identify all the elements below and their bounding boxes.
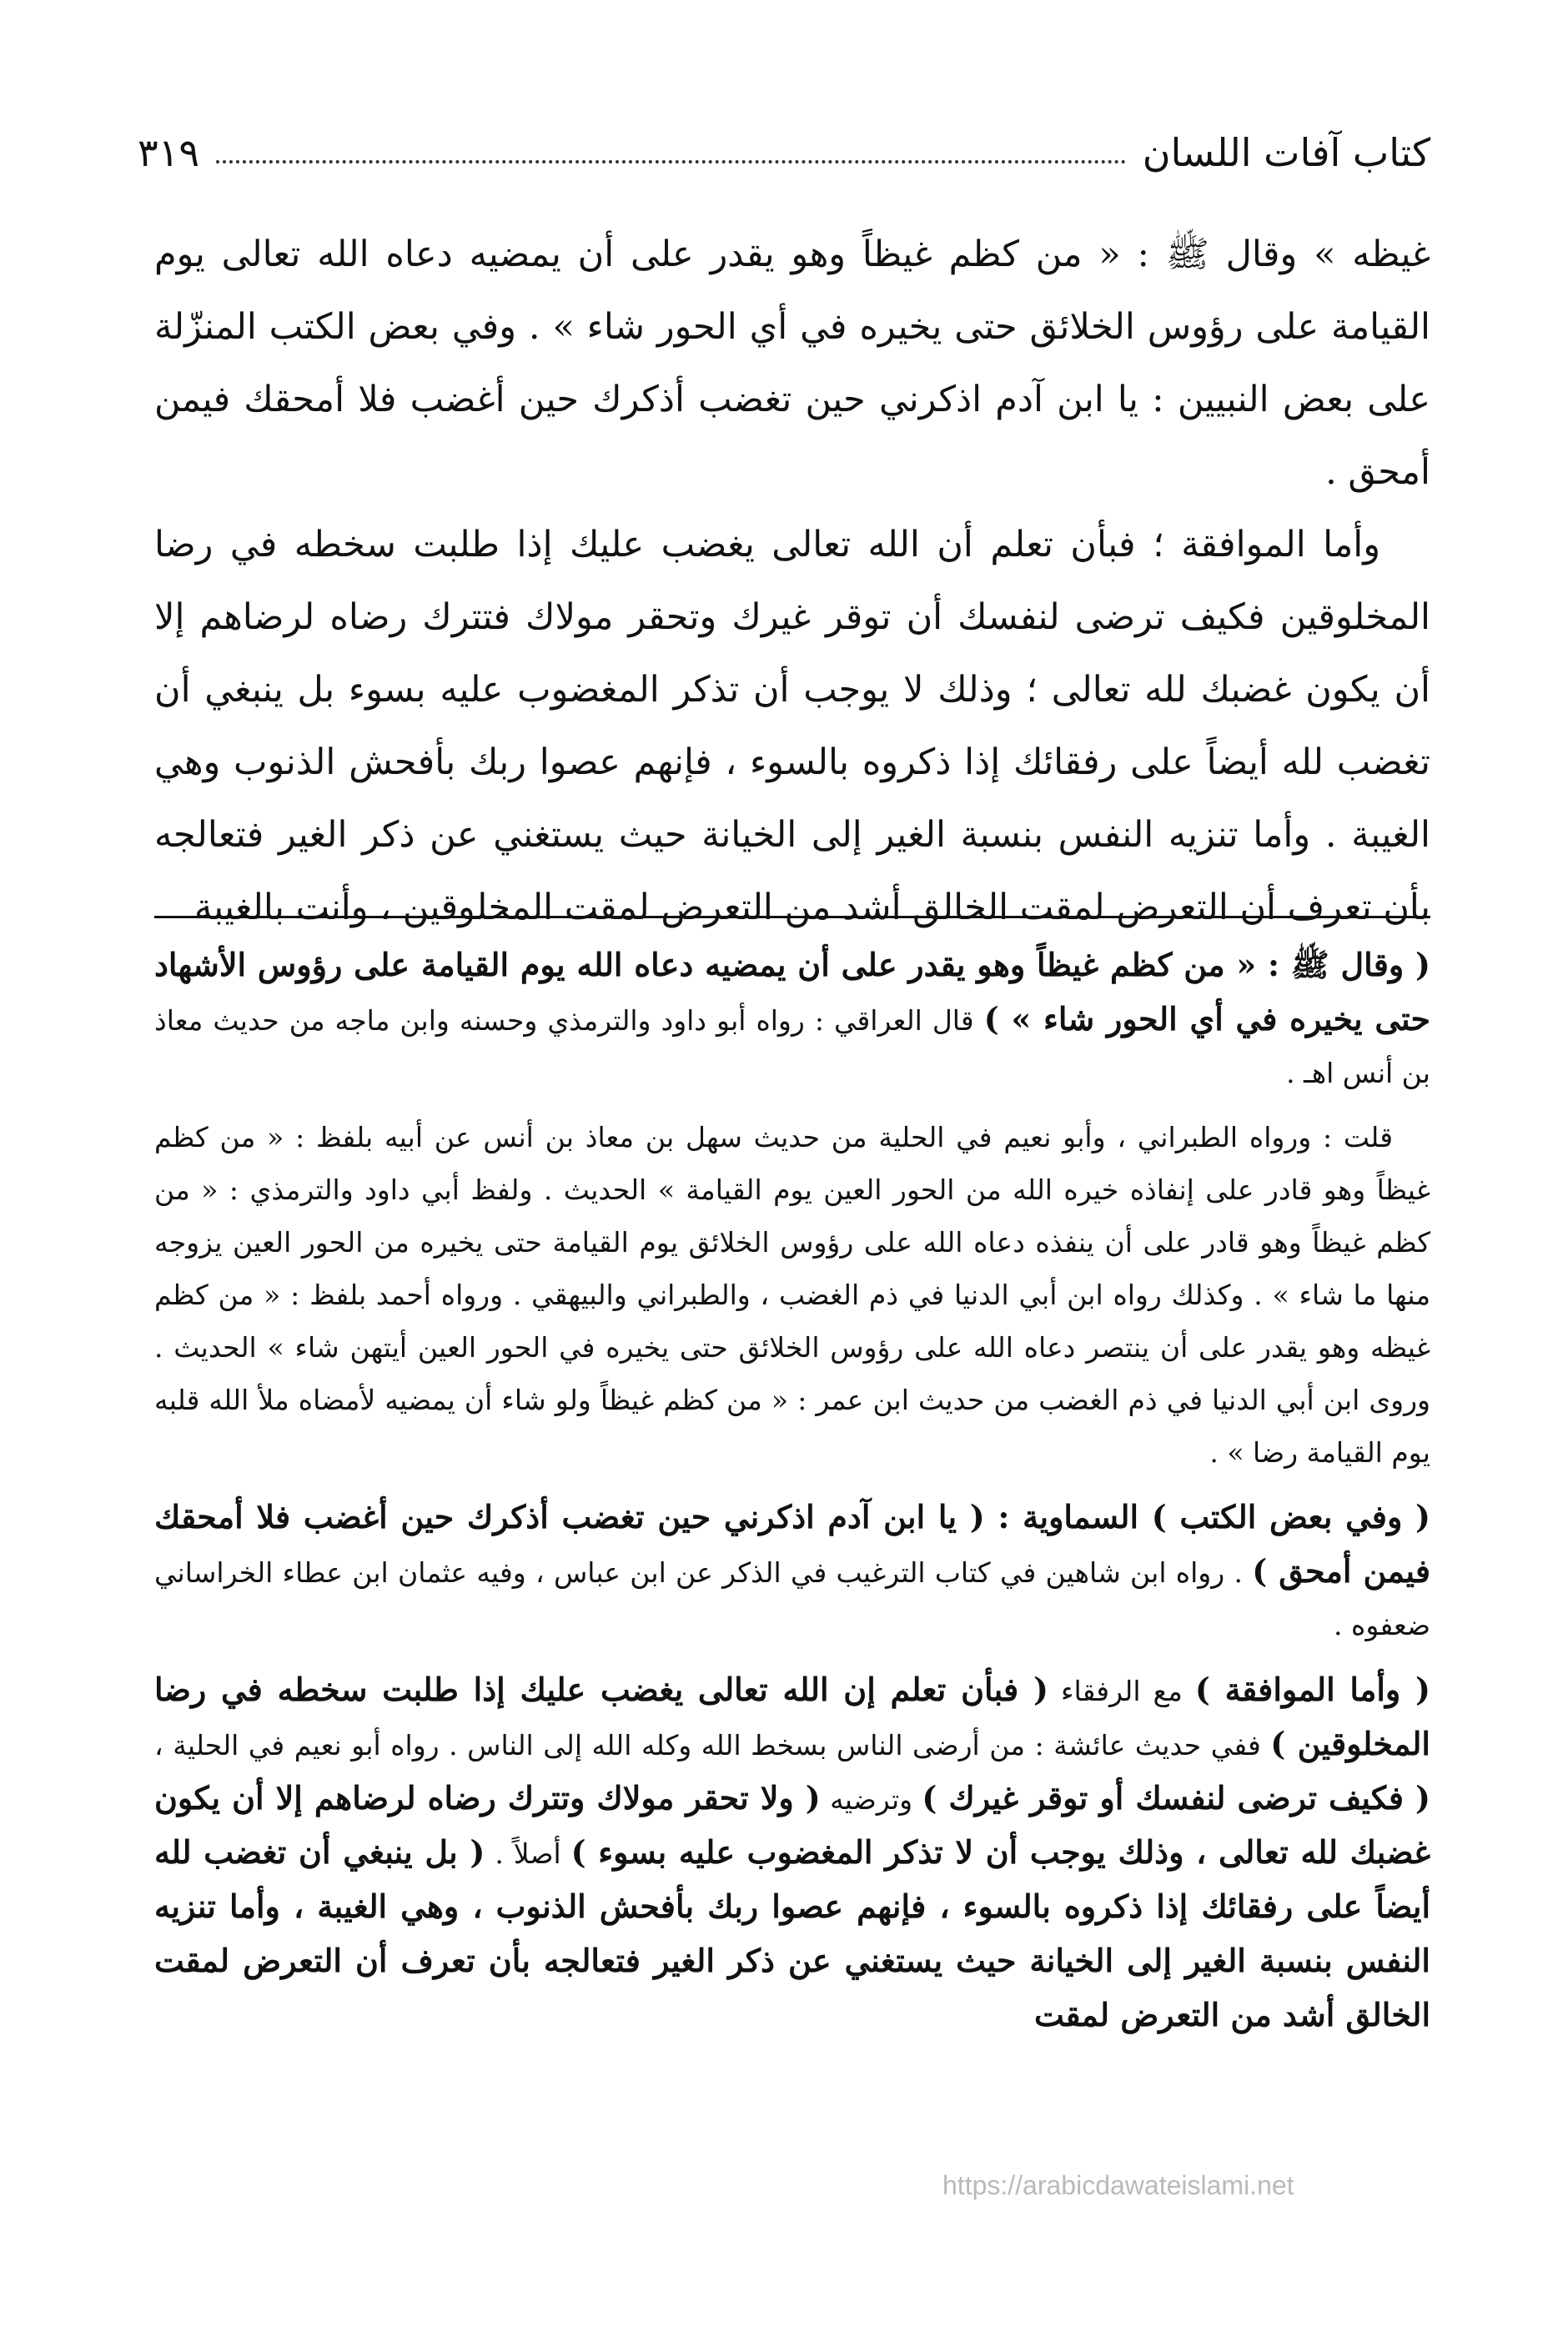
commentary-text: قلت : ورواه الطبراني ، وأبو نعيم في الحلية من حديث سهل بن معاذ بن أنس عن أبيه بلفظ : « من كظم غيظاً وهو قادر على إنفاذه خيره الله من الحور العين يوم القيامة » الحديث . ولفظ أبي داود والترمذي : « من كظم غيظاً وهو قادر على أن ينفذه دعاه الله على رؤوس الخلائق يوم القيامة حتى يخيره من الحور العين يزوجه منها ما شاء » . وكذلك رواه ابن أبي الدنيا في ذم الغضب ، والطبراني والبيهقي . ورواه أحمد بلفظ : « من كظم غيظه وهو يقدر على أن ينتصر دعاه الله على رؤوس الخلائق حتى يخيره في الحور العين أيتهن شاء » الحديث . وروى ابن أبي الدنيا في ذم الغضب من حديث ابن عمر : « من كظم غيظاً ولو شاء أن يمضيه لأمضاه ملأ الله قلبه يوم القيامة رضا » . bbox=[154, 1121, 1430, 1469]
quoted-text: ( بل ينبغي أن تغضب لله أيضاً على رفقائك إذا ذكروه بالسوء ، فإنهم عصوا ربك بأفحش الذنوب ، وهي الغيبة ، وأما تنزيه النفس بنسبة الغير إلى الخيانة حيث يستغني عن ذكر الغير فتعالجه بأن تعرف أن التعرض لمقت الخالق أشد من التعرض لمقت bbox=[154, 1833, 1430, 2033]
commentary-text: وترضيه bbox=[830, 1783, 913, 1816]
main-text bbox=[154, 219, 1430, 944]
commentary bbox=[154, 938, 1430, 2054]
quoted-text: ( وأما الموافقة ) bbox=[1194, 1671, 1431, 1708]
main-paragraph: وأما الموافقة ؛ فبأن تعلم أن الله تعالى يغضب عليك إذا طلبت سخطه في رضا المخلوقين فكيف ترضى لنفسك أن توقر غيرك وتحقر مولاك فتترك رضاه لرضاهم إلا أن يكون غضبك لله تعالى ؛ وذلك لا يوجب أن تذكر المغضوب عليه بسوء بل ينبغي أن تغضب لله أيضاً على رفقائك إذا ذكروه بالسوء ، فإنهم عصوا ربك بأفحش الذنوب وهي الغيبة . وأما تنزيه النفس بنسبة الغير إلى الخيانة حيث يستغني عن ذكر الغير فتعالجه بأن تعرف أن التعرض لمقت الخالق أشد من التعرض لمقت المخلوقين ، وأنت بالغيبة bbox=[154, 524, 1430, 928]
commentary-text: قال العراقي : رواه أبو داود والترمذي وحسنه وابن ماجه من حديث معاذ بن أنس اهـ . bbox=[154, 1004, 1430, 1089]
quoted-text: ( وقال ﷺ : « من كظم غيظاً وهو يقدر على أن يمضيه دعاه الله يوم القيامة على رؤوس الأشهاد حتى يخيره في أي الحور شاء » ) bbox=[154, 946, 1430, 1038]
commentary-paragraph bbox=[154, 1111, 1430, 1479]
footnote-divider bbox=[154, 916, 1430, 918]
commentary-paragraph bbox=[154, 938, 1430, 1099]
quoted-text: ( فكيف ترضى لنفسك أو توقر غيرك ) bbox=[922, 1779, 1430, 1817]
dotted-leader bbox=[216, 160, 1126, 163]
page-header bbox=[138, 115, 1430, 190]
page-number: ٣١٩ bbox=[138, 130, 200, 175]
commentary-text: مع الرفقاء bbox=[1061, 1675, 1183, 1707]
commentary-paragraph bbox=[154, 1663, 1430, 2043]
book-title: كتاب آفات اللسان bbox=[1142, 130, 1430, 175]
watermark-url: https://arabicdawateislami.net bbox=[942, 2170, 1294, 2200]
quoted-text: ( وفي بعض الكتب ) السماوية : ( يا ابن آدم اذكرني حين تغضب أذكرك حين أغضب فلا أمحقك فيمن أمحق ) bbox=[154, 1498, 1430, 1590]
main-paragraph: غيظه » وقال ﷺ : « من كظم غيظاً وهو يقدر على أن يمضيه دعاه الله تعالى يوم القيامة على رؤوس الخلائق حتى يخيره في أي الحور شاء » . وفي بعض الكتب المنزّلة على بعض النبيين : يا ابن آدم اذكرني حين تغضب أذكرك حين أغضب فلا أمحقك فيمن أمحق . bbox=[154, 234, 1430, 493]
commentary-text: أصلاً . bbox=[495, 1837, 561, 1870]
commentary-paragraph bbox=[154, 1490, 1430, 1651]
commentary-text: ففي حديث عائشة : من أرضى الناس بسخط الله وكله الله إلى الناس . رواه أبو نعيم في الحلية ، bbox=[154, 1729, 1261, 1762]
commentary-text: . رواه ابن شاهين في كتاب الترغيب في الذكر عن ابن عباس ، وفيه عثمان ابن عطاء الخراساني ضعفوه . bbox=[154, 1556, 1430, 1641]
quoted-text: ( ولا تحقر مولاك وتترك رضاه لرضاهم إلا أن يكون غضبك لله تعالى ، وذلك يوجب أن لا تذكر المغضوب عليه بسوء ) bbox=[154, 1779, 1430, 1871]
quoted-text: ( فبأن تعلم إن الله تعالى يغضب عليك إذا طلبت سخطه في رضا المخلوقين ) bbox=[154, 1671, 1430, 1762]
